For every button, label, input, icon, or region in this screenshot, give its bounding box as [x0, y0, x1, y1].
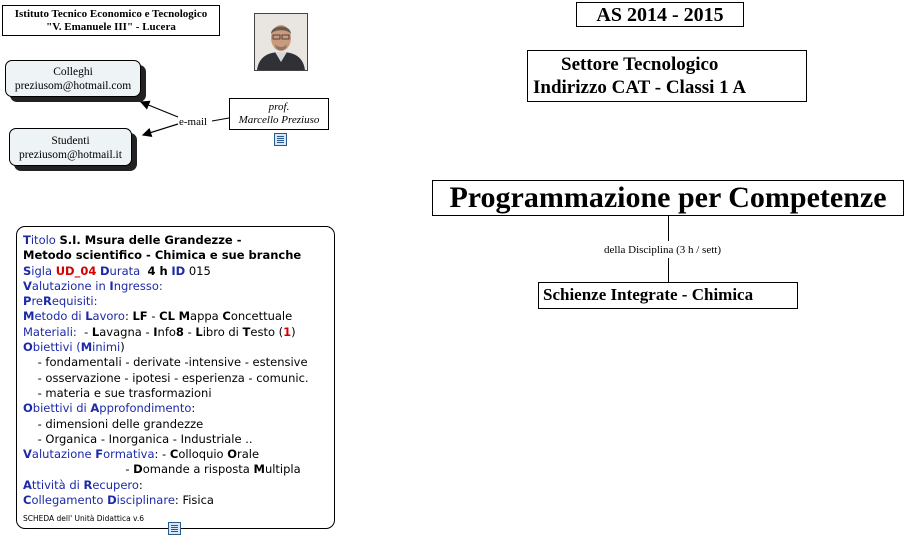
settore-box: [527, 50, 807, 102]
materiali-ref: 1: [283, 324, 292, 339]
settore-line: Settore Tecnologico: [561, 54, 719, 75]
titolo-continuation: Metodo scientifico - Chimica e sue branche: [23, 248, 302, 263]
scheda-unita-didattica: Titolo S.I. Msura delle Grandezze - Metodo scientifico - Chimica e sue branche Sigla UD_04 Durata 4 h ID 015 Valutazione in Ingresso: PreRequisiti: Metodo di Lavoro: LF - CL Mappa Concettuale Materiali: - Lavagna - Info8 - Libro di Testo (1) Obiettivi (Minimi) - fondamentali - derivate -intensive - estensive - osservazione - ipotesi - esperienza - comunic. - materia e sue trasformazioni Obiettivi di Approfondimento: - dimensioni delle grandezze - Organica - Inorganica - Industriale .. Valutazione Formativa: - Colloquio Orale - Domande a risposta Multipla Attività di Recupero: Collegamento Disciplinare: Fisica SCHEDA dell' Unità Didattica v.6: [16, 226, 335, 529]
sigla-value: UD_04: [55, 263, 97, 278]
studenti-label: Studenti: [51, 135, 90, 147]
studenti-contact[interactable]: [9, 128, 132, 166]
colleghi-email[interactable]: preziusom@hotmail.com: [14, 80, 132, 92]
colleghi-label: Colleghi: [53, 66, 93, 78]
indirizzo-line: Indirizzo CAT - Classi 1 A: [533, 77, 747, 98]
scheda-footer: SCHEDA dell' Unità Didattica v.6: [23, 514, 145, 523]
durata-value: 4 h: [147, 263, 168, 278]
metodo-lf: LF: [132, 309, 148, 324]
connector-line-bottom: [668, 258, 669, 282]
id-value: 015: [188, 263, 211, 278]
minimi-item: - materia e sue trasformazioni: [37, 385, 212, 400]
disciplina-box: Schienze Integrate - Chimica: [538, 282, 798, 309]
collegamento-value: Fisica: [182, 493, 214, 508]
approfondimento-item: - dimensioni delle grandezze: [37, 416, 204, 431]
prof-name: Marcello Preziuso: [238, 114, 320, 126]
connector-line-top: [668, 216, 669, 241]
minimi-item: - fondamentali - derivate -intensive - estensive: [37, 355, 308, 370]
approfondimento-item: - Organica - Inorganica - Industriale ..: [37, 431, 253, 446]
titolo-value: S.I. Msura delle Grandezze -: [59, 233, 242, 247]
note-icon[interactable]: [274, 133, 287, 146]
school-year: AS 2014 - 2015: [576, 2, 744, 27]
note-icon[interactable]: [168, 522, 181, 535]
programmazione-title: Programmazione per Competenze: [432, 180, 904, 216]
prof-box: [229, 98, 329, 130]
email-label: e-mail: [179, 116, 208, 128]
prof-title: prof.: [268, 101, 290, 113]
disciplina-label: della Disciplina (3 h / sett): [604, 244, 721, 256]
school-name: Istituto Tecnico Economico e Tecnologico: [14, 8, 208, 20]
metodo-cl: CL: [159, 309, 175, 324]
school-location: "V. Emanuele III" - Lucera: [46, 21, 176, 33]
colleghi-contact[interactable]: [5, 60, 141, 97]
studenti-email[interactable]: preziusom@hotmail.it: [19, 149, 122, 161]
minimi-item: - osservazione - ipotesi - esperienza - comunic.: [37, 370, 309, 385]
